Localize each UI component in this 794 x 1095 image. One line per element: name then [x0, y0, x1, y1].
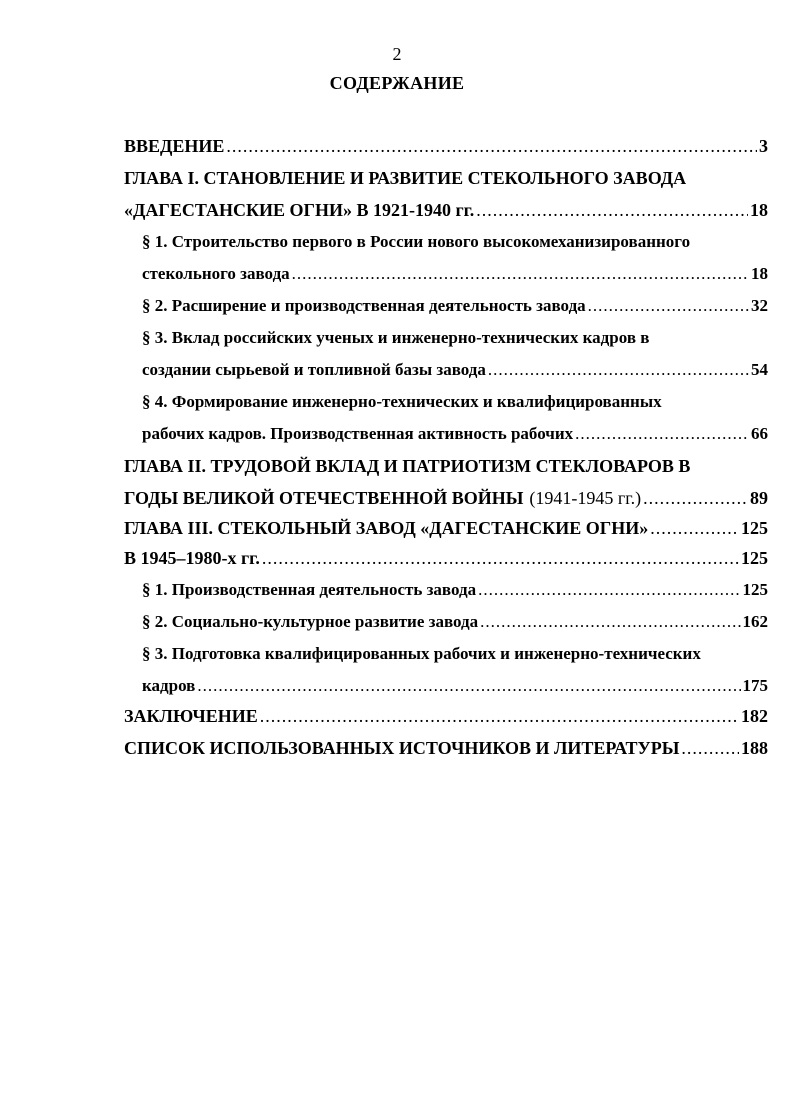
toc-entry-title: кадров [142, 676, 196, 695]
toc-entry-section-1-1[interactable] [142, 261, 768, 287]
toc-page-number: 175 [742, 676, 768, 695]
toc-page-number: 188 [741, 738, 768, 758]
toc-leader-dots [480, 609, 740, 635]
toc-entry-section-3-1[interactable] [142, 577, 768, 603]
toc-page-number: 32 [751, 296, 768, 315]
toc-leader-dots [575, 421, 749, 447]
toc-entry-section-3-3[interactable] [142, 673, 768, 699]
toc-chapter-2-title-line1[interactable]: ГЛАВА II. ТРУДОВОЙ ВКЛАД И ПАТРИОТИЗМ СТЕКЛОВАРОВ В [124, 456, 691, 476]
toc-entry-title: СПИСОК ИСПОЛЬЗОВАННЫХ ИСТОЧНИКОВ И ЛИТЕРАТУРЫ [124, 738, 680, 758]
toc-leader-dots [488, 357, 749, 383]
toc-leader-dots [197, 673, 740, 699]
toc-entry-chapter-3[interactable] [124, 515, 768, 541]
toc-section-3-3-title-line1[interactable]: § 3. Подготовка квалифицированных рабочих и инженерно-технических [142, 644, 701, 663]
toc-leader-dots [260, 703, 739, 729]
toc-page-number: 18 [750, 200, 768, 220]
toc-page-number: 89 [750, 488, 768, 508]
toc-page-number: 125 [741, 518, 768, 538]
toc-page-number: 66 [751, 424, 768, 443]
page-number: 2 [392, 44, 402, 64]
toc-page-number: 182 [741, 706, 768, 726]
toc-entry-title: § 2. Расширение и производственная деятельность завода [142, 296, 586, 315]
toc-leader-dots [292, 261, 749, 287]
toc-leader-dots [478, 577, 740, 603]
toc-leader-dots [262, 545, 739, 571]
toc-entry-chapter-1[interactable] [124, 197, 768, 223]
toc-section-1-3-title-line1[interactable]: § 3. Вклад российских ученых и инженерно-технических кадров в [142, 328, 650, 347]
toc-entry-chapter-3-period[interactable] [124, 545, 768, 571]
toc-entry-section-1-4[interactable] [142, 421, 768, 447]
toc-entry-title: § 2. Социально-культурное развитие завода [142, 612, 479, 631]
toc-entry-title: ЗАКЛЮЧЕНИЕ [124, 706, 258, 726]
toc-entry-title: стекольного завода [142, 264, 290, 283]
toc-entry-title: ГЛАВА III. СТЕКОЛЬНЫЙ ЗАВОД «ДАГЕСТАНСКИЕ ОГНИ» [124, 518, 649, 538]
toc-entry-section-1-3[interactable] [142, 357, 768, 383]
toc-entry-references[interactable] [124, 735, 768, 761]
toc-page-number: 18 [751, 264, 768, 283]
toc-entry-title: В 1945–1980-х гг. [124, 548, 260, 568]
toc-leader-dots [681, 735, 739, 761]
toc-leader-dots [588, 293, 749, 319]
toc-entry-section-1-2[interactable] [142, 293, 768, 319]
toc-entry-chapter-2[interactable] [124, 485, 768, 511]
toc-leader-dots [643, 485, 748, 511]
toc-section-1-1-title-line1[interactable]: § 1. Строительство первого в России нового высокомеханизированного [142, 232, 691, 251]
toc-entry-title: ГОДЫ ВЕЛИКОЙ ОТЕЧЕСТВЕННОЙ ВОЙНЫ [124, 488, 524, 508]
page-title: СОДЕРЖАНИЕ [329, 73, 465, 93]
toc-entry-introduction[interactable] [124, 133, 768, 159]
toc-section-1-4-title-line1[interactable]: § 4. Формирование инженерно-технических и квалифицированных [142, 392, 662, 411]
toc-page-number: 162 [742, 612, 768, 631]
toc-page-number: 125 [742, 580, 768, 599]
toc-page-number: 3 [759, 136, 768, 156]
toc-entry-title: § 1. Производственная деятельность завода [142, 580, 477, 599]
toc-leader-dots [476, 197, 748, 223]
toc-entry-title: ВВЕДЕНИЕ [124, 136, 225, 156]
toc-entry-title: создании сырьевой и топливной базы завода [142, 360, 486, 379]
toc-entry-title: «ДАГЕСТАНСКИЕ ОГНИ» В 1921-1940 гг. [124, 200, 475, 220]
toc-chapter-1-title-line1[interactable]: ГЛАВА I. СТАНОВЛЕНИЕ И РАЗВИТИЕ СТЕКОЛЬНОГО ЗАВОДА [124, 168, 687, 188]
toc-page-number: 54 [751, 360, 768, 379]
toc-entry-years: (1941-1945 гг.) [529, 488, 642, 508]
toc-entry-section-3-2[interactable] [142, 609, 768, 635]
toc-entry-title: рабочих кадров. Производственная активность рабочих [142, 424, 574, 443]
toc-leader-dots [650, 515, 739, 541]
toc-entry-conclusion[interactable] [124, 703, 768, 729]
toc-leader-dots [226, 133, 757, 159]
toc-page-number: 125 [741, 548, 768, 568]
